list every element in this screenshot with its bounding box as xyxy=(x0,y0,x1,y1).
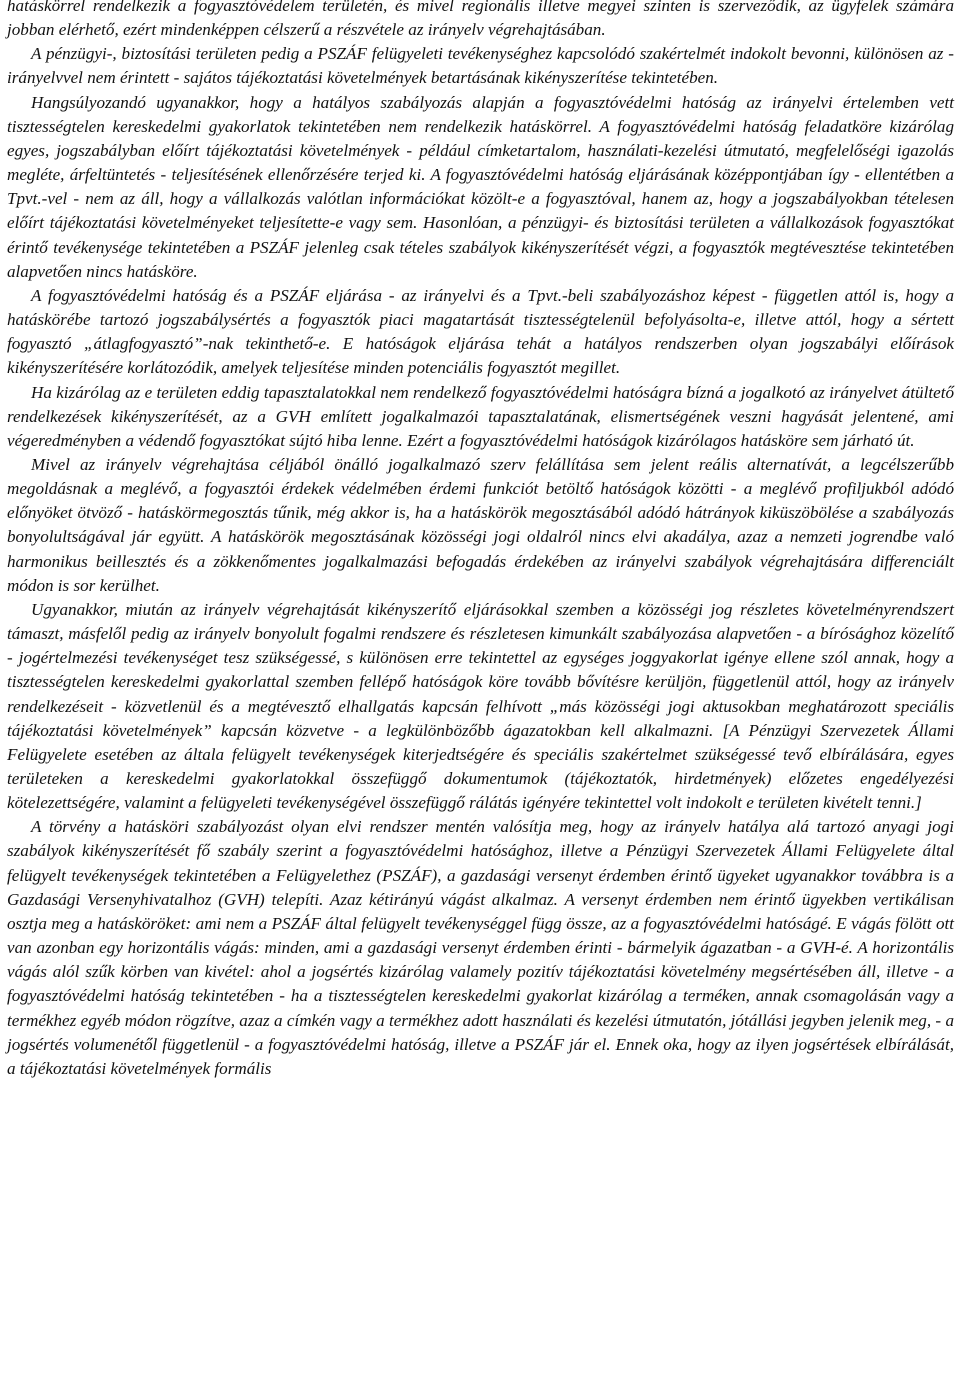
paragraph-exclusive-competence: Ha kizárólag az e területen eddig tapasztalatokkal nem rendelkező fogyasztóvédelmi hatóságra bízná a jogalkotó az irányelvet átültető rendelkezések kikényszerítését, az a GVH említett jogalkalmazói tapasztalatának, elismertségének veszni hagyását jelentené, ami végeredményben a védendő fogyasztókat sújtó hiba lenne. Ezért a fogyasztóvédelmi hatóságok kizárólagos hatásköre sem járható út. xyxy=(7,382,954,450)
paragraph-procedure-independence: A fogyasztóvédelmi hatóság és a PSZÁF eljárása - az irányelvi és a Tpvt.-beli szabályozáshoz képest - független attól is, hogy a hatáskörébe tartozó jogszabálysértés a fogyasztók piaci magatartását tisztességtelenül befolyásolta-e, illetve attól, hogy a sértett fogyasztó „átlagfogyasztó”-nak tekinthető-e. E hatóságok eljárása tehát a hatályos rendszerben olyan jogszabályi előírások kikényszerítésére korlátozódik, amelyek teljesítése minden potenciális fogyasztót megillet. xyxy=(7,285,954,378)
paragraph-competence-sharing: Mivel az irányelv végrehajtása céljából önálló jogalkalmazó szerv felállítása sem jelent reális alternatívát, a legcélszerűbb megoldásnak a meglévő, a fogyasztói érdekek védelmében érdemi funkciót betöltő hatóságok közötti - a meglévő profiljukból adódó előnyöket ötvöző - hatáskörmegosztás tűnik, még akkor is, ha a hatáskörök megosztásából adódó hátrányok kiküszöbölése a szabályozás bonyolultságával jár együtt. A hatáskörök megosztásának közösségi jogi oldalról nincs elvi akadálya, azaz a nemzeti jogrendbe való harmonikus beillesztés és a zökkenőmentes jogalkalmazási befogadás érdekében az irányelvi szabályok végrehajtására differenciált módon is sor kerülhet. xyxy=(7,454,954,595)
paragraph-uniform-practice: Ugyanakkor, miután az irányelv végrehajtását kikényszerítő eljárásokkal szemben a közösségi jog részletes követelményrendszert támaszt, másfelől pedig az irányelv bonyolult fogalmi rendszere és részletesen kimunkált szabályozása alapvetően - a bírósághoz közelítő - jogértelmezési tevékenységet tesz szükségessé, s különösen erre tekintettel az egységes joggyakorlat igénye ellene szól annak, hogy a tisztességtelen kereskedelmi gyakorlattal szemben fellépő hatóságok köre tovább bővítésre kerüljön, függetlenül attól, hogy az irányelv rendelkezéseit - közvetlenül és a megtévesztő elhallgatás kapcsán felhívott „más közösségi jogi aktusokban meghatározott speciális tájékoztatási követelmények” kapcsán közvetve - a legkülönbözőbb ágazatokban kell alkalmazni. [A Pénzügyi Szervezetek Állami Felügyelete esetében az általa felügyelt tevékenységek kiterjedtségére és speciális szakértelmet szükségessé tevő elbírálására, egyes területeken a kereskedelmi gyakorlatokkal összefüggő dokumentumok (tájékoztatók, hirdetmények) előzetes engedélyezési kötelezettségére, valamint a felügyeleti tevékenységével összefüggő rálátás igényére tekintettel volt indokolt e területen kivételt tenni.] xyxy=(7,599,954,813)
paragraph-continuation: hatáskörrel rendelkezik a fogyasztóvédelem területén, és mivel regionális illetve megyei szinten is szerveződik, az ügyfelek számára jobban elérhető, ezért mindenképpen célszerű a részvétele az irányelv végrehajtásában. xyxy=(7,0,954,40)
document-page xyxy=(7,0,954,1081)
paragraph-pszaf-expertise: A pénzügyi-, biztosítási területen pedig a PSZÁF felügyeleti tevékenységhez kapcsolódó szakértelmét indokolt bevonni, különösen az - irányelvvel nem érintett - sajátos tájékoztatási követelmények betartásának kikényszerítése tekintetében. xyxy=(7,44,954,88)
paragraph-law-system: A törvény a hatásköri szabályozást olyan elvi rendszer mentén valósítja meg, hogy az irányelv hatálya alá tartozó anyagi jogi szabályok kikényszerítését fő szabály szerint a fogyasztóvédelmi hatósághoz, illetve a Pénzügyi Szervezetek Állami Felügyelete által felügyelt tevékenységek tekintetében a Felügyelethez (PSZÁF), a gazdasági versenyt érdemben érintő ügyeket ugyanakkor továbbra is a Gazdasági Versenyhivatalhoz (GVH) telepíti. Azaz kétirányú vágást alkalmaz. A versenyt érdemben nem érintő ügyekben vertikálisan osztja meg a hatásköröket: ami nem a PSZÁF által felügyelt tevékenységgel függ össze, az a fogyasztóvédelmi hatóságé. E vágás fölött ott van azonban egy horizontális vágás: minden, ami a gazdasági versenyt érdemben érinti - bármelyik ágazatban - a GVH-é. A horizontális vágás alól szűk körben van kivétel: ahol a jogsértés kizárólag valamely pozitív tájékoztatási követelmény megsértésében áll, illetve - a fogyasztóvédelmi hatóság tekintetében - ha a tisztességtelen kereskedelmi gyakorlat kizárólag a terméken, annak csomagolásán vagy a termékhez egyéb módon rögzítve, azaz a címkén vagy a termékhez adott használati és kezelési útmutatón, jótállási jegyben jelenik meg, - a jogsértés volumenétől függetlenül - a fogyasztóvédelmi hatóság, illetve a PSZÁF jár el. Ennek oka, hogy az ilyen jogsértések elbírálását, a tájékoztatási követelmények formális xyxy=(7,817,954,1078)
paragraph-authority-competence: Hangsúlyozandó ugyanakkor, hogy a hatályos szabályozás alapján a fogyasztóvédelmi hatóság az irányelvi értelemben vett tisztességtelen kereskedelmi gyakorlatok tekintetében nem rendelkezik hatáskörrel. A fogyasztóvédelmi hatóság feladatköre kizárólag egyes, jogszabályban előírt tájékoztatási követelmények - például címketartalom, használati-kezelési útmutató, megfelelőségi igazolás megléte, árfeltüntetés - teljesítésének ellenőrzésére terjed ki. A fogyasztóvédelmi hatóság eljárásának középpontjában így - ellentétben a Tpvt.-vel - nem az áll, hogy a vállalkozás valótlan információkat közölt-e a fogyasztóval, hanem az, hogy a jogszabályokban tételesen előírt tájékoztatási követelményeket teljesítette-e vagy sem. Hasonlóan, a pénzügyi- és biztosítási területen a vállalkozások fogyasztókat érintő tevékenysége tekintetében a PSZÁF jelenleg csak tételes szabályok kikényszerítését végzi, a fogyasztók megtévesztése tekintetében alapvetően nincs hatásköre. xyxy=(7,92,954,281)
